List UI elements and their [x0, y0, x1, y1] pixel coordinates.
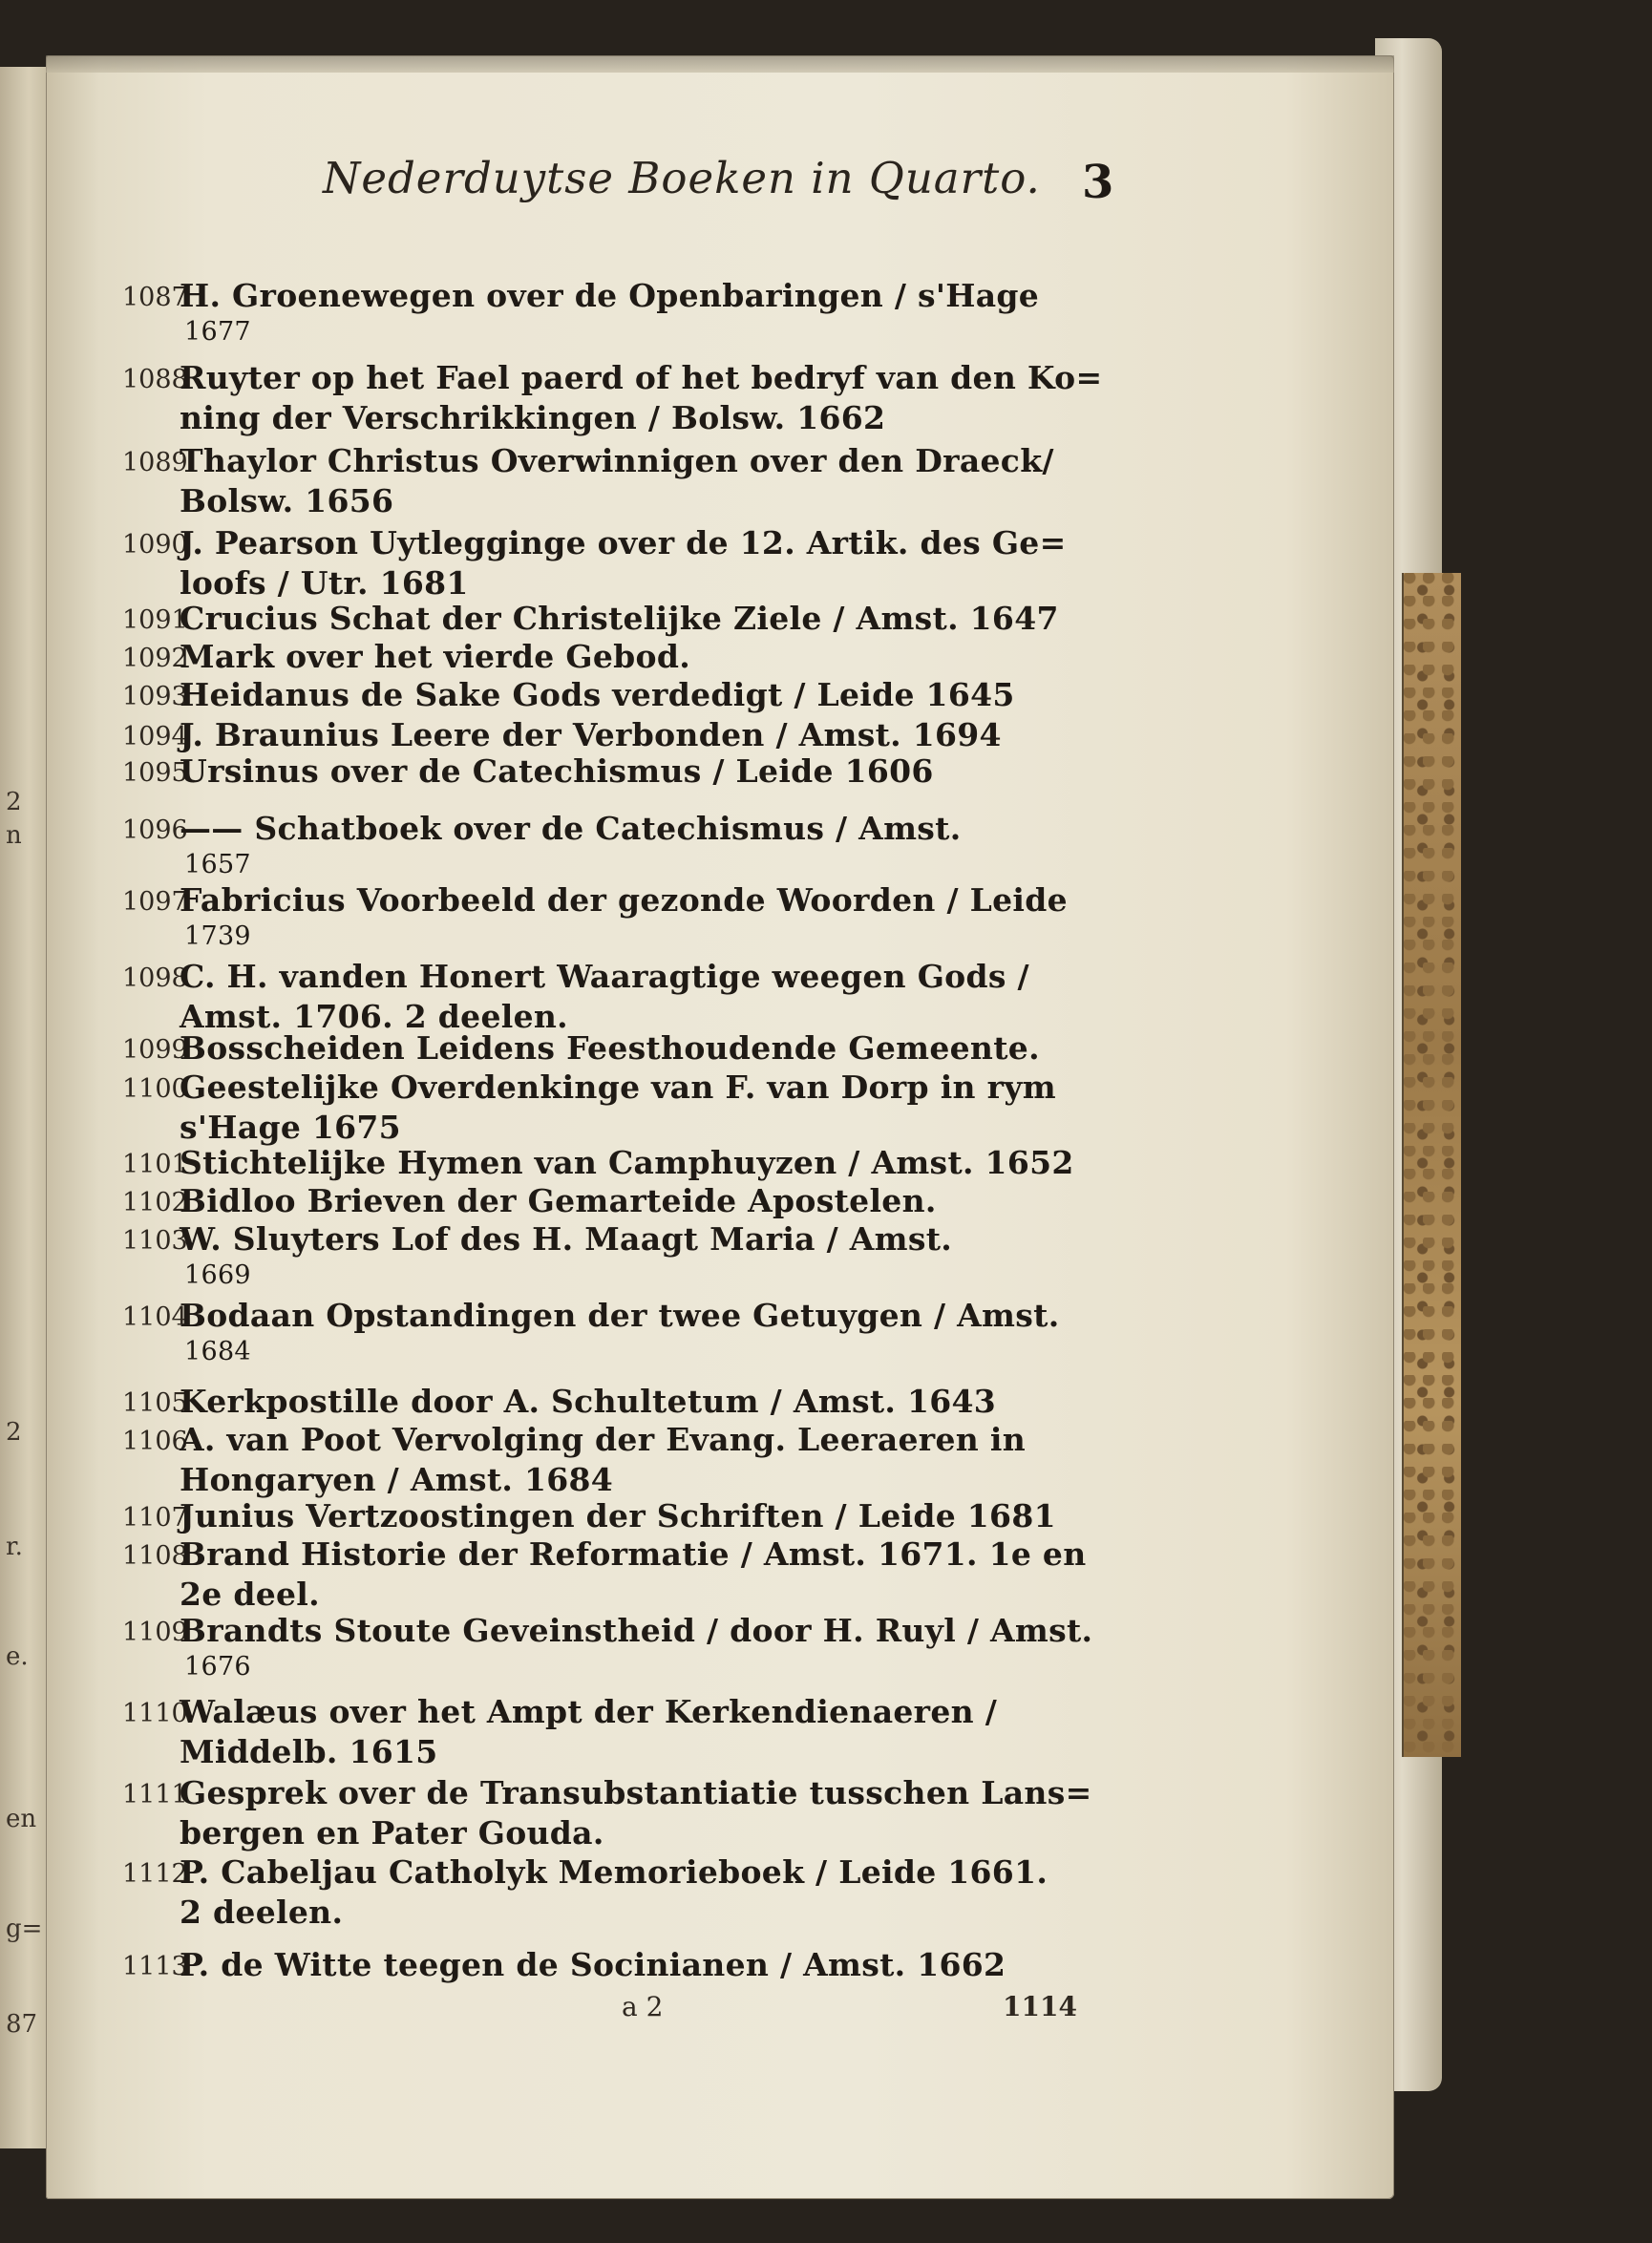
entry-title-line: Thaylor Christus Overwinnigen over den Draeck/ — [180, 442, 1054, 479]
page-number: 3 — [1082, 156, 1114, 209]
entry-number: 1110 — [122, 1699, 188, 1728]
book-page — [46, 55, 1394, 2199]
entry-title-line: Kerkpostille door A. Schultetum / Amst. 1643 — [180, 1383, 996, 1420]
running-head: Nederduytse Boeken in Quarto. — [323, 153, 1041, 203]
entry-continuation-line: 1684 — [184, 1337, 251, 1366]
signature-mark: a 2 — [622, 1991, 664, 2022]
facing-page-fragment: n — [6, 821, 22, 850]
entry-title-line: Crucius Schat der Christelijke Ziele / Amst. 1647 — [180, 600, 1059, 637]
entry-number: 1112 — [122, 1859, 188, 1889]
entry-continuation-line: 2 deelen. — [180, 1894, 344, 1931]
entry-number: 1103 — [122, 1226, 188, 1256]
entry-title-line: Bidloo Brieven der Gemarteide Apostelen. — [180, 1182, 937, 1219]
page-content — [46, 55, 1394, 2199]
entry-title-line: Ursinus over de Catechismus / Leide 1606 — [180, 752, 934, 790]
entry-number: 1097 — [122, 887, 188, 917]
entry-number: 1098 — [122, 963, 188, 993]
facing-page-fragment: 2 — [6, 1418, 22, 1447]
marbled-cover-edge — [1402, 573, 1461, 1757]
entry-title-line: Mark over het vierde Gebod. — [180, 638, 691, 675]
entry-continuation-line: bergen en Pater Gouda. — [180, 1814, 604, 1852]
entry-continuation-line: Middelb. 1615 — [180, 1733, 438, 1770]
entry-title-line: P. de Witte teegen de Socinianen / Amst. 1662 — [180, 1946, 1006, 1983]
facing-page-fragment: 87 — [6, 2010, 38, 2039]
entry-number: 1100 — [122, 1074, 188, 1104]
entry-continuation-line: loofs / Utr. 1681 — [180, 564, 469, 602]
entry-number: 1104 — [122, 1302, 188, 1332]
entry-number: 1087 — [122, 283, 188, 312]
entry-title-line: Heidanus de Sake Gods verdedigt / Leide 1645 — [180, 676, 1015, 713]
entry-number: 1099 — [122, 1035, 188, 1065]
entry-continuation-line: Bolsw. 1656 — [180, 482, 394, 519]
entry-continuation-line: Hongaryen / Amst. 1684 — [180, 1461, 613, 1498]
catalogue-entries — [46, 55, 1394, 2199]
entry-number: 1090 — [122, 530, 188, 560]
entry-number: 1111 — [122, 1780, 188, 1809]
entry-title-line: Bodaan Opstandingen der twee Getuygen / Amst. — [180, 1297, 1060, 1334]
entry-number: 1088 — [122, 365, 188, 394]
entry-title-line: W. Sluyters Lof des H. Maagt Maria / Amst. — [180, 1220, 953, 1258]
entry-title-line: Ruyter op het Fael paerd of het bedryf van den Ko= — [180, 359, 1103, 396]
entry-title-line: Fabricius Voorbeeld der gezonde Woorden / Leide — [180, 881, 1068, 919]
entry-number: 1094 — [122, 722, 188, 751]
catchword: 1114 — [1003, 1991, 1077, 2022]
entry-number: 1092 — [122, 644, 188, 673]
facing-page-edge — [0, 67, 50, 2148]
entry-continuation-line: s'Hage 1675 — [180, 1109, 401, 1146]
facing-page-fragment: g= — [6, 1915, 43, 1943]
entry-title-line: Bosscheiden Leidens Feesthoudende Gemeente. — [180, 1029, 1040, 1067]
entry-title-line: P. Cabeljau Catholyk Memorieboek / Leide 1661. — [180, 1853, 1048, 1891]
entry-number: 1096 — [122, 815, 188, 845]
entry-number: 1105 — [122, 1388, 188, 1418]
entry-title-line: A. van Poot Vervolging der Evang. Leeraeren in — [180, 1421, 1026, 1458]
entry-title-line: —— Schatboek over de Catechismus / Amst. — [180, 810, 962, 847]
entry-continuation-line: Amst. 1706. 2 deelen. — [180, 998, 568, 1035]
entry-title-line: Gesprek over de Transubstantiatie tusschen Lans= — [180, 1774, 1092, 1811]
entry-title-line: Geestelijke Overdenkinge van F. van Dorp in rym — [180, 1069, 1057, 1106]
facing-page-fragment: e. — [6, 1642, 29, 1671]
entry-continuation-line: 1677 — [184, 317, 251, 347]
entry-continuation-line: 1676 — [184, 1652, 251, 1682]
facing-page-fragment: en — [6, 1805, 37, 1833]
entry-number: 1101 — [122, 1150, 188, 1179]
entry-number: 1093 — [122, 682, 188, 711]
entry-continuation-line: 2e deel. — [180, 1576, 320, 1613]
facing-page-fragment: r. — [6, 1533, 23, 1561]
entry-title-line: Junius Vertzoostingen der Schriften / Leide 1681 — [180, 1497, 1056, 1534]
entry-number: 1089 — [122, 448, 188, 477]
entry-number: 1109 — [122, 1618, 188, 1647]
entry-number: 1108 — [122, 1541, 188, 1571]
entry-title-line: Walæus over het Ampt der Kerkendienaeren / — [180, 1693, 998, 1730]
entry-number: 1102 — [122, 1188, 188, 1217]
entry-continuation-line: 1669 — [184, 1260, 251, 1290]
entry-continuation-line: 1739 — [184, 921, 251, 951]
entry-number: 1095 — [122, 758, 188, 788]
entry-title-line: C. H. vanden Honert Waaragtige weegen Gods / — [180, 958, 1029, 995]
entry-number: 1106 — [122, 1427, 188, 1456]
entry-title-line: J. Braunius Leere der Verbonden / Amst. 1694 — [180, 716, 1002, 753]
entry-continuation-line: 1657 — [184, 850, 251, 879]
entry-number: 1107 — [122, 1503, 188, 1533]
entry-title-line: Brandts Stoute Geveinstheid / door H. Ruyl / Amst. — [180, 1612, 1093, 1649]
entry-title-line: Stichtelijke Hymen van Camphuyzen / Amst. 1652 — [180, 1144, 1074, 1181]
entry-number: 1091 — [122, 605, 188, 635]
entry-continuation-line: ning der Verschrikkingen / Bolsw. 1662 — [180, 399, 886, 436]
entry-number: 1113 — [122, 1952, 188, 1981]
entry-title-line: Brand Historie der Reformatie / Amst. 1671. 1e en — [180, 1535, 1087, 1573]
entry-title-line: J. Pearson Uytlegginge over de 12. Artik. des Ge= — [180, 524, 1067, 561]
facing-page-fragment: 2 — [6, 788, 22, 816]
entry-title-line: H. Groenewegen over de Openbaringen / s'Hage — [180, 277, 1040, 314]
